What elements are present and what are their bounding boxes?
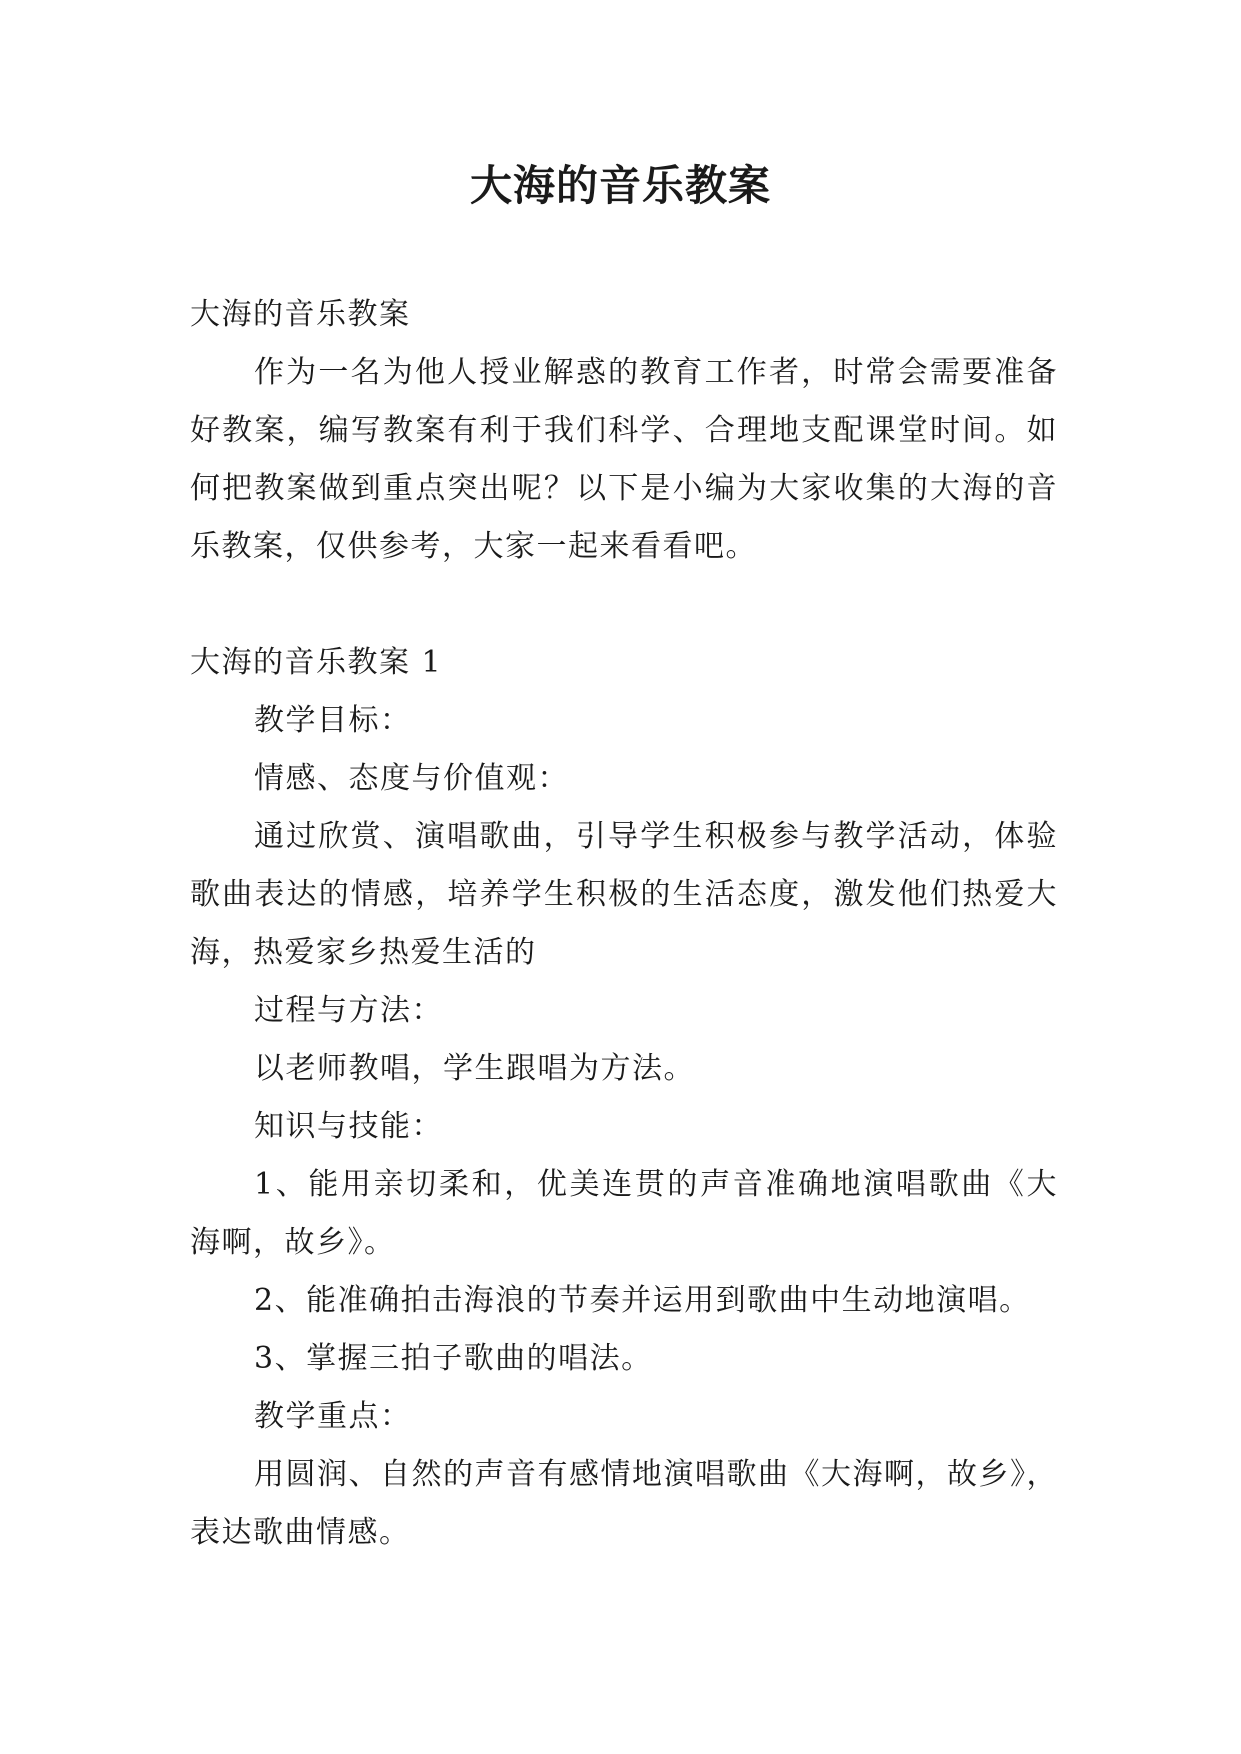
- subheading-teaching-goals: 教学目标：: [254, 703, 412, 738]
- list-item: 3、掌握三拍子歌曲的唱法。: [254, 1341, 653, 1376]
- document-body: [190, 286, 1058, 1562]
- body-paragraph: 以老师教唱，学生跟唱为方法。: [254, 1051, 695, 1086]
- intro-paragraph: 作为一名为他人授业解惑的教育工作者，时常会需要准备好教案，编写教案有利于我们科学、合理地支配课堂时间。如何把教案做到重点突出呢？以下是小编为大家收集的大海的音乐教案，仅供参考，大家一起来看看吧。: [190, 355, 1058, 564]
- section-heading: 大海的音乐教案 1: [190, 645, 443, 680]
- list-item: 2、能准确拍击海浪的节奏并运用到歌曲中生动地演唱。: [254, 1283, 1031, 1318]
- body-paragraph: 通过欣赏、演唱歌曲，引导学生积极参与教学活动，体验歌曲表达的情感，培养学生积极的生活态度，激发他们热爱大海，热爱家乡热爱生活的: [190, 819, 1058, 970]
- subheading-process: 过程与方法：: [254, 993, 443, 1028]
- document-title: 大海的音乐教案: [469, 161, 771, 210]
- subheading-knowledge: 知识与技能：: [254, 1109, 443, 1144]
- list-item: 1、能用亲切柔和，优美连贯的声音准确地演唱歌曲《大海啊，故乡》。: [190, 1167, 1058, 1260]
- subheading-key-points: 教学重点：: [254, 1399, 412, 1434]
- subheading-values: 情感、态度与价值观：: [254, 761, 569, 796]
- paragraph-gap: [190, 576, 1058, 634]
- body-paragraph: 用圆润、自然的声音有感情地演唱歌曲《大海啊，故乡》，表达歌曲情感。: [190, 1457, 1058, 1550]
- section-heading: 大海的音乐教案: [190, 297, 411, 332]
